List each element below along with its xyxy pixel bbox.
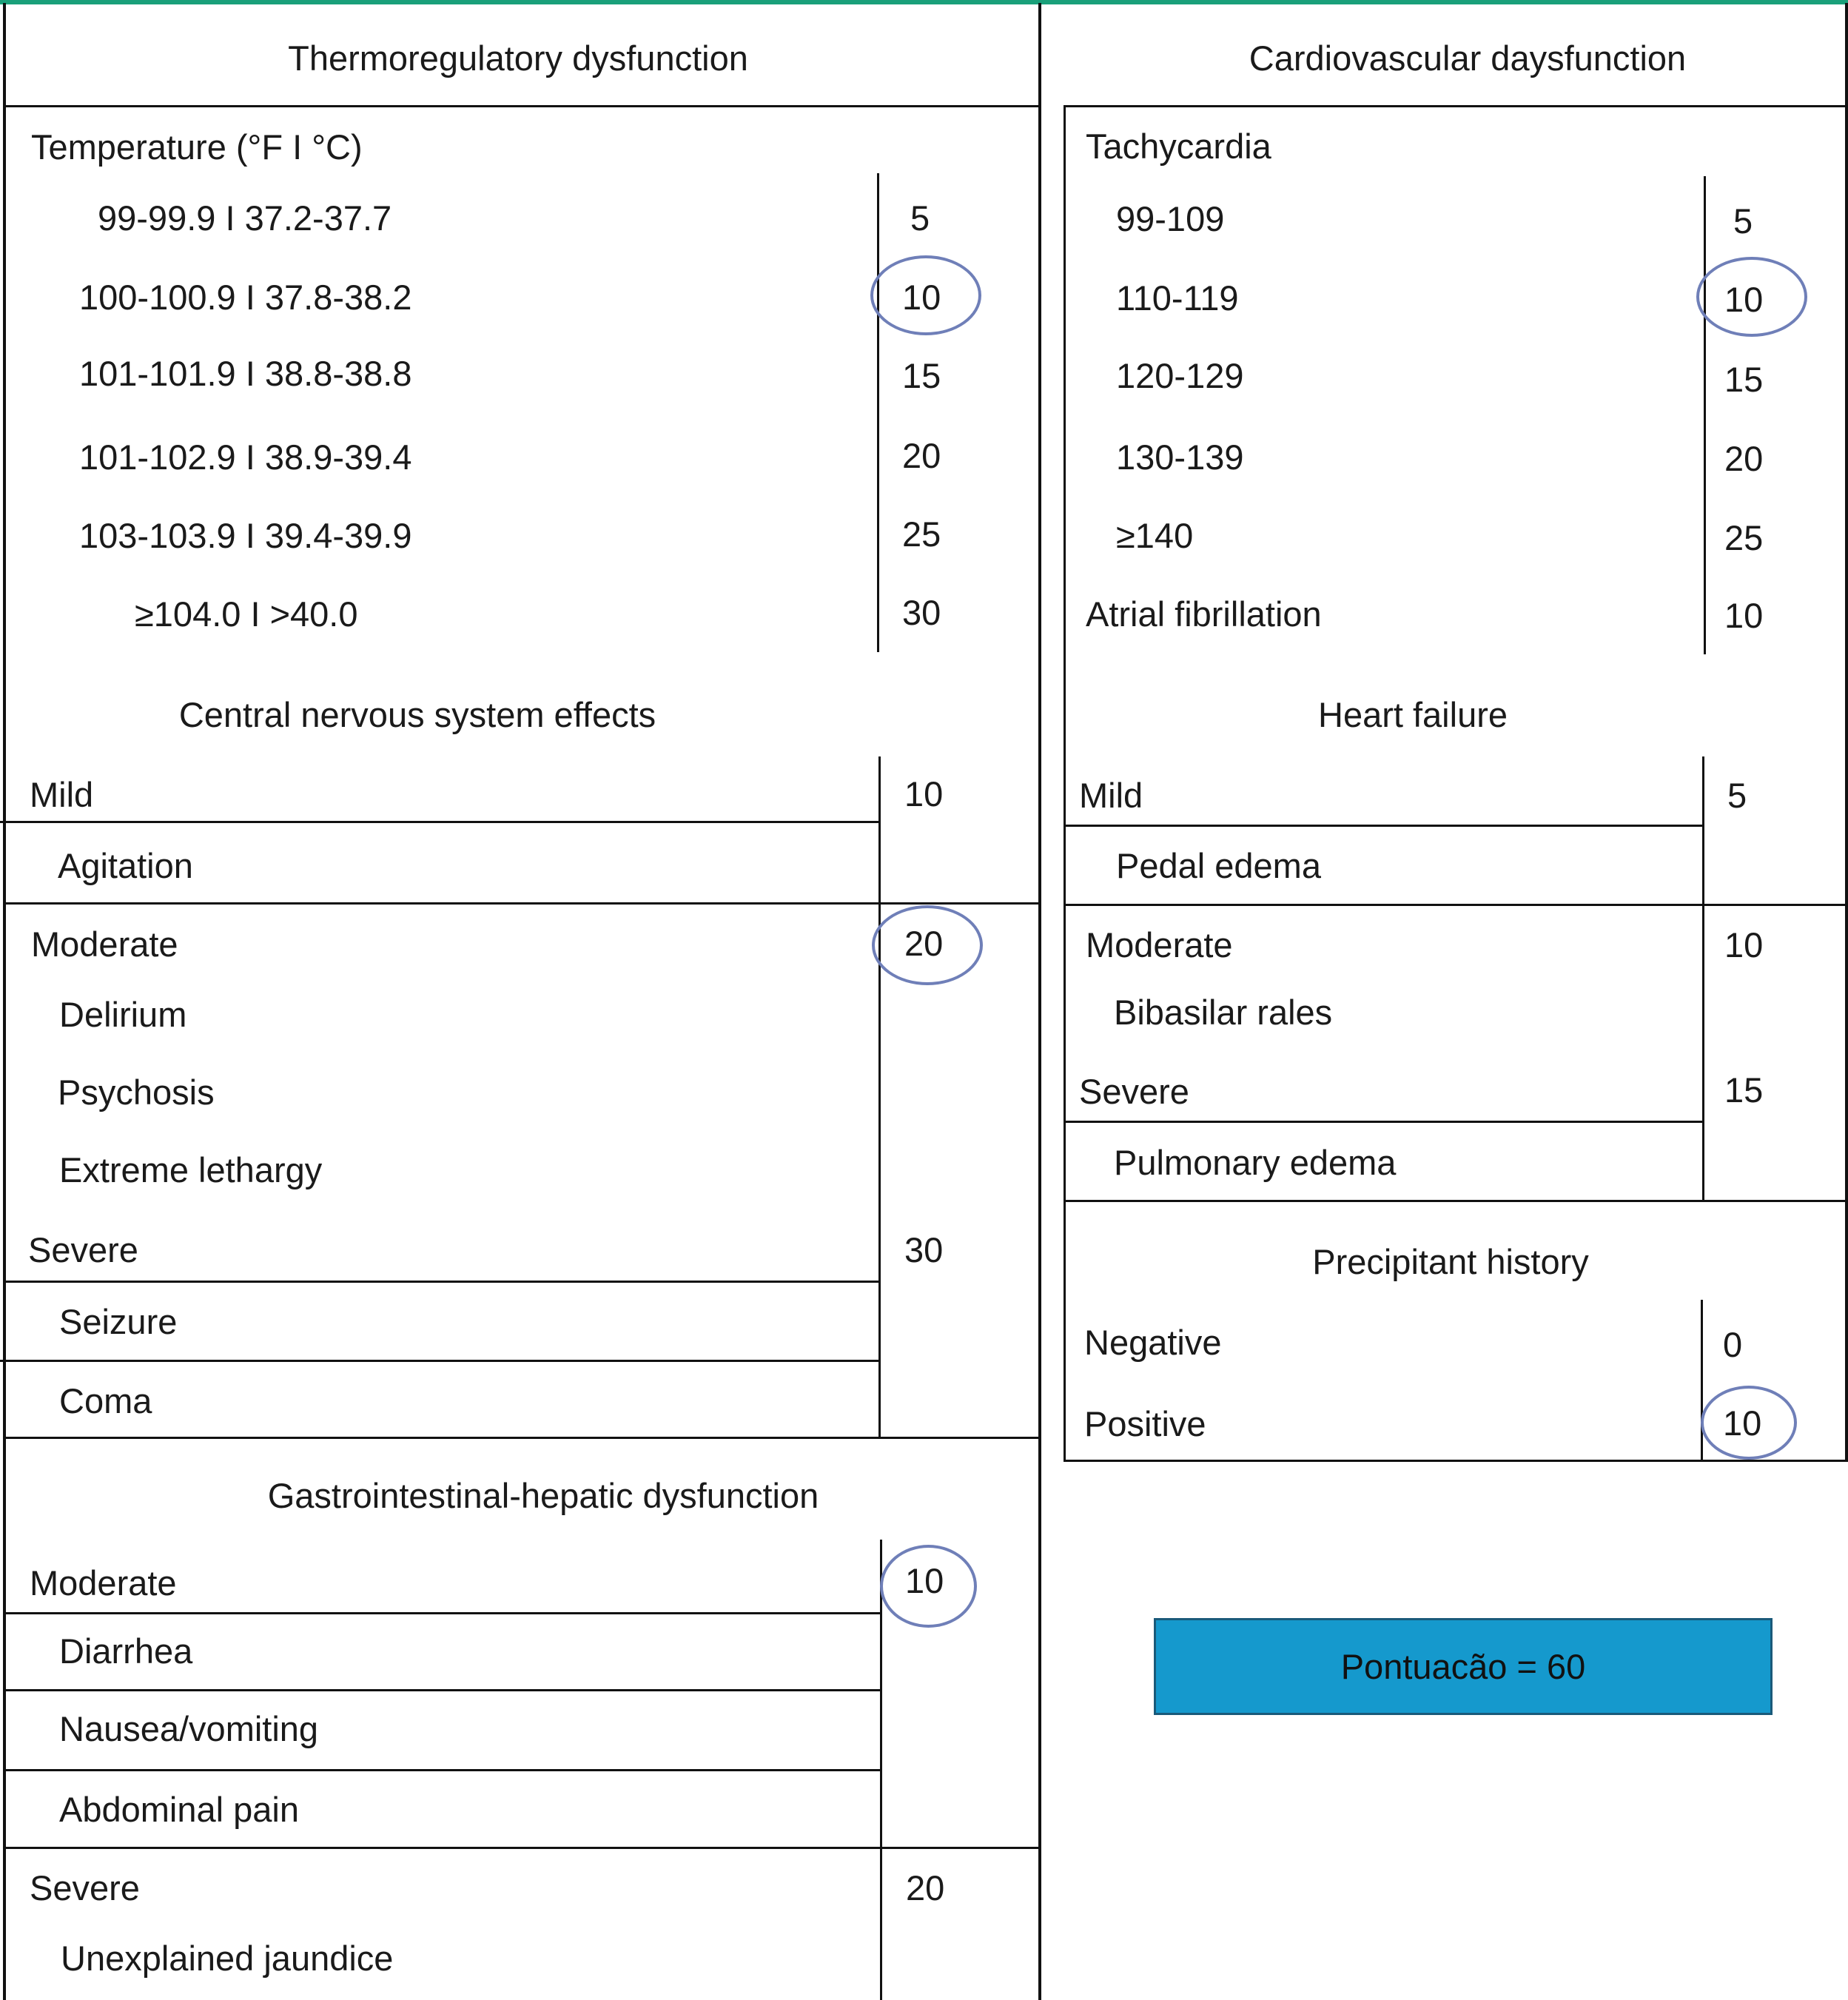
thermo-row-value: 5	[910, 198, 930, 238]
cns-severe-rule	[3, 1281, 881, 1283]
total-score-label: Pontuacão = 60	[1340, 1647, 1586, 1686]
selected-score-circle	[880, 1545, 977, 1628]
precipitant-positive-value: 10	[1723, 1403, 1762, 1443]
gi-severe-rule	[3, 1847, 1041, 1849]
gi-diarrhea: Diarrhea	[59, 1631, 193, 1671]
gi-nausea-rule	[3, 1769, 882, 1771]
gi-jaundice: Unexplained jaundice	[61, 1939, 394, 1978]
cardio-inner-left-border	[1064, 105, 1066, 1462]
selected-score-circle	[1701, 1386, 1797, 1460]
thermo-row-label: 101-102.9 I 38.9-39.4	[79, 437, 412, 477]
precipitant-negative-value: 0	[1723, 1325, 1743, 1364]
cns-moderate-rule	[3, 902, 1041, 905]
hf-rales: Bibasilar rales	[1114, 993, 1333, 1032]
gi-moderate-rule	[3, 1612, 882, 1614]
cardio-row-label: ≥140	[1116, 516, 1194, 555]
thermo-row-value: 20	[902, 436, 941, 475]
cns-severe-label: Severe	[28, 1230, 138, 1269]
precipitant-value-divider	[1701, 1300, 1703, 1462]
tachycardia-label: Tachycardia	[1086, 127, 1271, 166]
cns-value-divider	[878, 756, 881, 1437]
gi-top-rule	[3, 1437, 1041, 1439]
cns-delirium: Delirium	[59, 995, 187, 1034]
selected-score-circle	[870, 255, 981, 335]
cardio-row-label: 120-129	[1116, 356, 1244, 395]
thermo-row-value: 30	[902, 593, 941, 632]
total-score-box	[1154, 1618, 1773, 1715]
thermo-row-value: 10	[902, 278, 941, 317]
hf-mild-rule	[1064, 825, 1704, 827]
thermo-title: Thermoregulatory dysfunction	[288, 38, 748, 78]
hf-pedal: Pedal edema	[1116, 846, 1321, 885]
cardio-row-value: 5	[1733, 201, 1753, 241]
precipitant-bottom-rule	[1064, 1460, 1848, 1462]
cns-moderate-value: 20	[904, 924, 944, 963]
precipitant-top-rule	[1064, 1200, 1848, 1202]
cns-mild-value: 10	[904, 774, 944, 813]
hf-title: Heart failure	[1318, 695, 1508, 734]
gi-moderate-label: Moderate	[30, 1563, 177, 1603]
center-divider	[1038, 3, 1041, 2000]
cardio-header-rule	[1064, 105, 1848, 107]
selected-score-circle	[872, 905, 983, 985]
hf-severe-label: Severe	[1079, 1072, 1189, 1111]
gi-nausea: Nausea/vomiting	[59, 1709, 319, 1748]
selected-score-circle	[1696, 257, 1807, 337]
cns-mild-label: Mild	[30, 775, 94, 814]
thermo-row-label: 100-100.9 I 37.8-38.2	[79, 278, 412, 317]
cardio-row-value: 25	[1724, 518, 1764, 557]
gi-diarrhea-rule	[3, 1689, 882, 1691]
gi-title: Gastrointestinal-hepatic dysfunction	[267, 1476, 819, 1515]
afib-value: 10	[1724, 596, 1764, 635]
cns-agitation: Agitation	[58, 846, 193, 885]
cns-lethargy: Extreme lethargy	[59, 1150, 323, 1189]
cardio-row-label: 99-109	[1116, 199, 1225, 238]
thermo-row-label: ≥104.0 I >40.0	[135, 594, 358, 634]
gi-moderate-value: 10	[905, 1561, 944, 1600]
left-border	[3, 3, 6, 2000]
cardio-row-value: 20	[1724, 439, 1764, 478]
cns-psychosis: Psychosis	[58, 1073, 215, 1112]
gi-abdominal: Abdominal pain	[59, 1790, 299, 1829]
hf-moderate-value: 10	[1724, 925, 1764, 964]
hf-pulmonary: Pulmonary edema	[1114, 1143, 1397, 1182]
cns-coma: Coma	[59, 1381, 152, 1420]
hf-moderate-rule	[1064, 904, 1848, 906]
cns-moderate-label: Moderate	[31, 925, 178, 964]
thermo-header-rule	[3, 105, 1041, 107]
hf-mild-label: Mild	[1079, 776, 1143, 815]
gi-severe-value: 20	[906, 1868, 945, 1907]
right-border	[1845, 3, 1848, 1462]
thermo-value-divider	[877, 173, 879, 652]
cns-title: Central nervous system effects	[178, 695, 656, 734]
cardio-row-value: 15	[1724, 360, 1764, 399]
hf-moderate-label: Moderate	[1086, 925, 1233, 964]
cardio-value-divider	[1704, 176, 1706, 654]
cns-seizure-rule	[0, 1360, 881, 1362]
thermo-row-value: 15	[902, 356, 941, 395]
hf-mild-value: 5	[1727, 776, 1747, 815]
temperature-label: Temperature (°F I °C)	[31, 127, 363, 167]
thermo-row-value: 25	[902, 514, 941, 554]
cardio-row-label: 110-119	[1116, 278, 1239, 318]
cns-mild-rule	[0, 821, 881, 823]
precipitant-negative-label: Negative	[1084, 1323, 1222, 1362]
hf-value-divider	[1702, 756, 1704, 1201]
hf-severe-value: 15	[1724, 1070, 1764, 1110]
gi-severe-label: Severe	[30, 1868, 140, 1907]
cns-seizure: Seizure	[59, 1302, 178, 1341]
cardio-title: Cardiovascular daysfunction	[1249, 38, 1687, 78]
thermo-row-label: 103-103.9 I 39.4-39.9	[79, 516, 412, 555]
thermo-row-label: 99-99.9 I 37.2-37.7	[98, 198, 392, 238]
cardio-row-label: 130-139	[1116, 437, 1244, 477]
cardio-row-value: 10	[1724, 280, 1764, 319]
thermo-row-label: 101-101.9 I 38.8-38.8	[79, 354, 412, 393]
hf-severe-rule	[1064, 1121, 1704, 1123]
afib-label: Atrial fibrillation	[1086, 594, 1322, 634]
top-accent-line	[0, 0, 1848, 4]
precipitant-positive-label: Positive	[1084, 1404, 1206, 1443]
cns-severe-value: 30	[904, 1230, 944, 1269]
precipitant-title: Precipitant history	[1312, 1242, 1589, 1281]
